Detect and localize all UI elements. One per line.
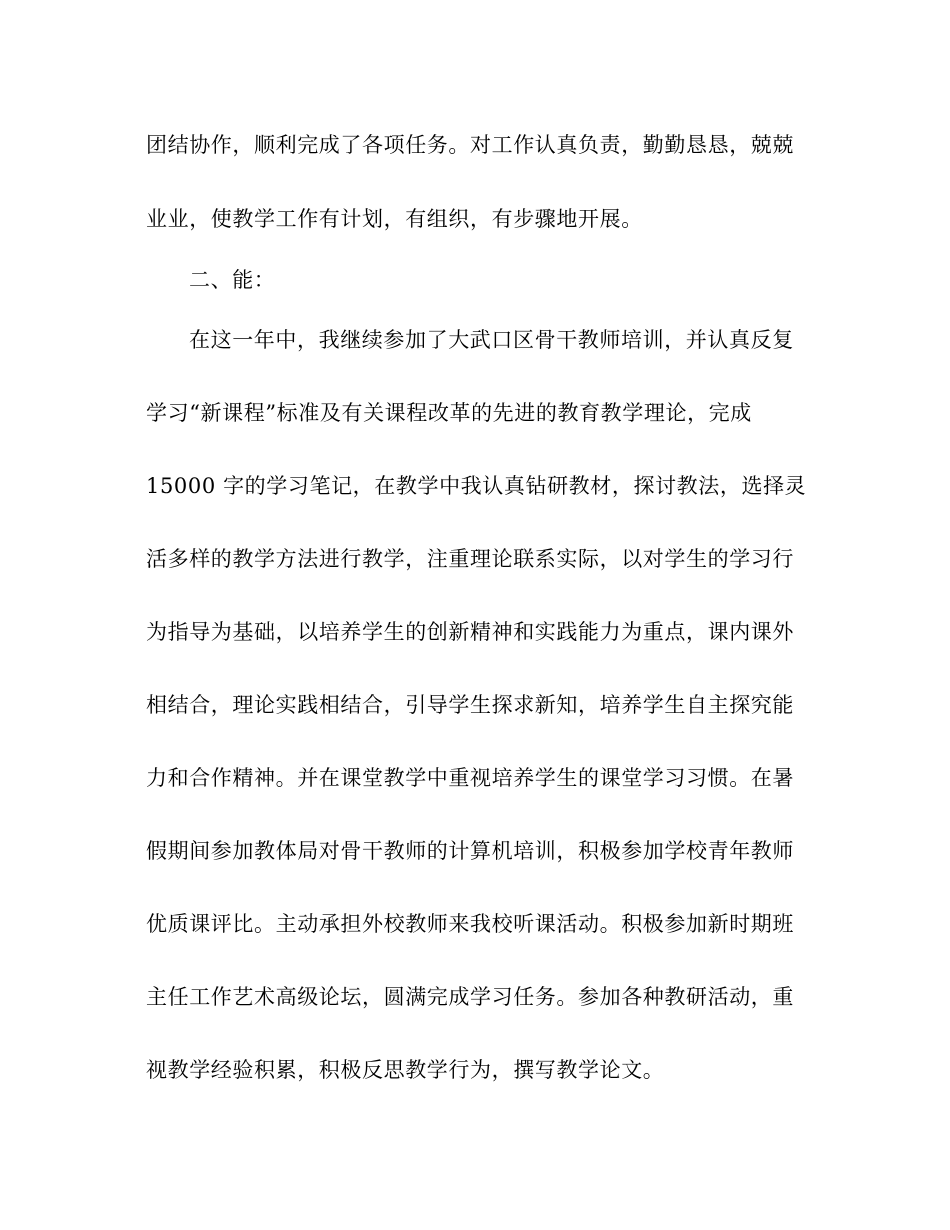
paragraph-line: 为指导为基础，以培养学生的创新精神和实践能力为重点，课内课外 [146,620,794,644]
paragraph-line: 业业，使教学工作有计划，有组织，有步骤地开展。 [146,207,643,231]
paragraph-line: 在这一年中，我继续参加了大武口区骨干教师培训，并认真反复 [189,328,794,352]
paragraph-line: 学习“新课程”标准及有关课程改革的先进的教育教学理论，完成 [146,401,752,425]
section-heading: 二、能： [189,268,276,292]
paragraph-line: 活多样的教学方法进行教学，注重理论联系实际，以对学生的学习行 [146,547,794,571]
paragraph-line: 15000 字的学习笔记，在教学中我认真钻研教材，探讨教法，选择灵 [146,474,807,498]
paragraph-line: 力和合作精神。并在课堂教学中重视培养学生的课堂学习习惯。在暑 [146,766,794,790]
paragraph-line: 主任工作艺术高级论坛，圆满完成学习任务。参加各种教研活动，重 [146,985,794,1009]
paragraph-line: 视教学经验积累，积极反思教学行为，撰写教学论文。 [146,1058,665,1082]
paragraph-line: 假期间参加教体局对骨干教师的计算机培训，积极参加学校青年教师 [146,839,794,863]
paragraph-line: 优质课评比。主动承担外校教师来我校听课活动。积极参加新时期班 [146,912,794,936]
paragraph-line: 相结合，理论实践相结合，引导学生探求新知，培养学生自主探究能 [146,693,794,717]
paragraph-line: 团结协作，顺利完成了各项任务。对工作认真负责，勤勤恳恳，兢兢 [146,133,794,157]
